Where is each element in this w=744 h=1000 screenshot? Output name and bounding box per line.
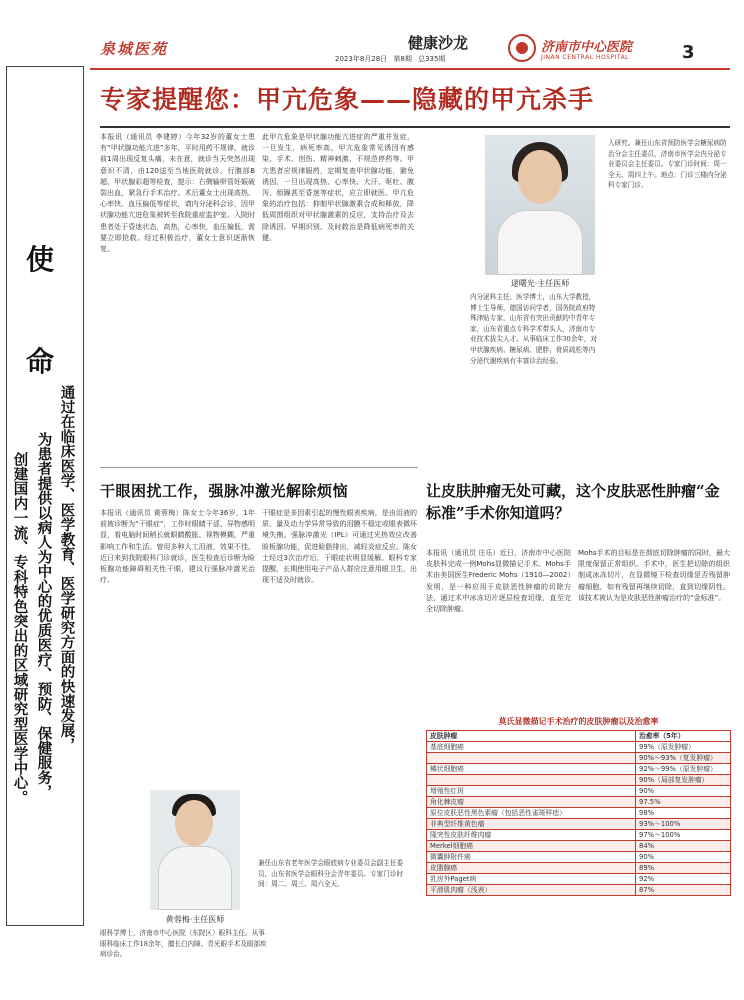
- rate-cell: 93%～100%: [636, 819, 731, 830]
- header-divider: [90, 68, 730, 70]
- rate-cell: 84%: [636, 841, 731, 852]
- table-header-cell: 皮肤肿瘤: [427, 731, 636, 742]
- cure-rate-table: [426, 730, 731, 896]
- table-row: [427, 775, 731, 786]
- doctor-photo-2-coat: [158, 846, 232, 910]
- title-divider: [100, 126, 730, 128]
- header-section-title: 泉城医苑: [100, 40, 169, 58]
- doctor-1-bio-continued: 入研究。兼任山东省预防医学会糖尿病防治分会主任委员，济南市医学会内分泌专业委员会主任委员。专家门诊时间：周一全天、周四上午。地点：门诊三楼内分泌科专家门诊。: [608, 139, 727, 190]
- article2-title: 干眼困扰工作，强脉冲激光解除烦恼: [100, 482, 349, 500]
- rate-cell: 97%～100%: [636, 830, 731, 841]
- rate-cell: 92%～99%（原发肿瘤）: [636, 764, 731, 775]
- tumor-cell: [427, 775, 636, 786]
- doctor-1-bio: 内分泌科主任，医学博士，山东大学教授，博士生导师，德国访问学者，国务院政府特殊津贴专家，山东省有突出贡献的中青年专家，山东省重点专科学术带头人，济南市专业技术拔尖人才。从事临床工作30余年，对甲状腺疾病、糖尿病、肥胖、骨质疏松等内分泌代谢疾病有丰富诊治经验。: [470, 293, 598, 365]
- table-row: [427, 885, 731, 896]
- rate-cell: 87%: [636, 885, 731, 896]
- table-header-cell: 治愈率（5年）: [636, 731, 731, 742]
- table-row: [427, 808, 731, 819]
- article3-column-1: 本报讯（通讯员 庄乐）近日，济南市中心医院皮肤科完成一例Mohs显微描记手术。Mohs手术由美国医生Frederic Mohs（1910—2002）发明，是一种应用于皮肤恶性肿瘤的切除方法，通过术中冰冻切片逐层检查切缘，直至完全切除肿瘤。: [426, 549, 571, 614]
- article2-divider: [100, 467, 418, 468]
- tumor-cell: 皮脂腺癌: [427, 863, 636, 874]
- rate-cell: 90%: [636, 852, 731, 863]
- mission-line-2: 为患者提供以病人为中心的优质医疗、预防、保健服务，: [35, 432, 53, 800]
- doctor-1-caption: 逯曙光·主任医师: [510, 279, 570, 288]
- hospital-name: 济南市中心医院: [541, 40, 633, 55]
- table-row: [427, 797, 731, 808]
- tumor-cell: 非典型纤维黄色瘤: [427, 819, 636, 830]
- rate-cell: 89%: [636, 863, 731, 874]
- table-row: [427, 753, 731, 764]
- hospital-name-en: JINAN CENTRAL HOSPITAL: [541, 54, 630, 61]
- tumor-cell: 隆突性皮肤纤维肉瘤: [427, 830, 636, 841]
- table-row: [427, 863, 731, 874]
- tumor-cell: 角化棘皮瘤: [427, 797, 636, 808]
- doctor-2-bio-continued: 兼任山东省老年医学会眼底病专业委员会副主任委员，山东省医学会眼科分会青年委员。专家门诊时间：周二、周三、周六全天。: [258, 859, 404, 889]
- table-row: [427, 742, 731, 753]
- mission-line-1: 通过在临床医学、医学教育、医学研究方面的快速发展，: [58, 385, 76, 753]
- tumor-cell: 基底细胞癌: [427, 742, 636, 753]
- mission-line-3: 创建国内一流、专科特色突出的区域研究型医学中心。: [11, 452, 29, 805]
- rate-cell: 98%: [636, 808, 731, 819]
- doctor-photo-1-face: [518, 150, 562, 204]
- article3-column-2: Mohs手术的目标是在彻底切除肿瘤的同时，最大限度保留正常组织。手术中，医生把切除的组织制成冰冻切片，在显微镜下检查切缘是否残留肿瘤细胞，如有残留再继续切除，直到切缘阴性。该技术被认为是皮肤恶性肿瘤治疗的“金标准”。: [578, 549, 730, 602]
- rate-cell: 99%（原发肿瘤）: [636, 742, 731, 753]
- rate-cell: 90%（局部复发肿瘤）: [636, 775, 731, 786]
- table-row: [427, 852, 731, 863]
- article2-column-1: 本报讯（通讯员 黄蓉梅）陈女士今年36岁，1年前被诊断为“干眼症”，工作时眼睛干涩、异物感明显，看电脑时间稍长就眼睛酸胀、视物模糊，严重影响工作和生活。曾用多种人工泪液，效果不佳。近日来到我院眼科门诊就诊，医生检查后诊断为睑板腺功能障碍相关性干眼，建议行强脉冲激光治疗。: [100, 509, 255, 585]
- mission-heading-char-1: 使: [26, 243, 55, 276]
- doctor-2-bio: 眼科学博士，济南市中心医院（东院区）眼科主任。从事眼科临床工作18余年，擅长白内障、青光眼手术及眼部疾病诊治。: [100, 929, 267, 959]
- tumor-cell: [427, 753, 636, 764]
- table-row: [427, 764, 731, 775]
- article1-column-2: 此甲亢危象是甲状腺功能亢进症的严重并发症，一旦发生，病死率高。甲亢危象常见诱因有感染、手术、创伤、精神刺激、不规范停药等。甲亢患者应规律服药，定期复查甲状腺功能，避免诱因，一旦出现高热、心率快、大汗、呕吐、腹泻、烦躁甚至昏迷等症状，应立即就医。甲亢危象的治疗包括：抑制甲状腺激素合成和释放，降低周围组织对甲状腺激素的反应，支持治疗及去除诱因。早期识别、及时救治是降低病死率的关键。: [262, 133, 414, 242]
- tumor-cell: 原位皮肤恶性黑色素瘤（包括恶性雀斑样痣）: [427, 808, 636, 819]
- tumor-cell: 微囊肿附件癌: [427, 852, 636, 863]
- article1-column-1: 本报讯（通讯员 李建婷）今年32岁的董女士患有“甲状腺功能亢进”多年，平时用药不规律，就诊前1周出现反复头痛，未在意，就诊当天突然出现意识不清，由120送至当地医院就诊，行腹部B超、甲状腺彩超等检查，提示：右侧输卵管妊娠破裂出血，紧急行手术治疗。术后董女士出现高热、心率快、血压偏低等症状，请内分泌科会诊，因甲状腺功能亢进危象被转至我院重症监护室。入院时患者处于昏迷状态，高热，心率快，血压偏低，需要立即抢救。经过积极治疗，董女士意识逐渐恢复。: [100, 133, 255, 254]
- table-row: [427, 874, 731, 885]
- rate-cell: 90%～93%（复发肿瘤）: [636, 753, 731, 764]
- tumor-cell: Merkel细胞癌: [427, 841, 636, 852]
- article3-title: 让皮肤肿瘤无处可藏，这个皮肤恶性肿瘤“金标准”手术你知道吗？: [426, 482, 720, 522]
- rate-cell: 90%: [636, 786, 731, 797]
- header-column-name: 健康沙龙: [408, 34, 469, 52]
- article2-column-2: 干眼症是多因素引起的慢性眼表疾病，是由泪液的质、量及动力学异常导致的泪膜不稳定或眼表微环境失衡。强脉冲激光（IPL）可通过光热效应改善睑板腺功能，促进睑脂排出，减轻炎症反应。陈女士经过3次治疗后，干眼症状明显缓解。眼科专家提醒，长期使用电子产品人群应注意用眼卫生，出现不适及时就诊。: [262, 509, 417, 585]
- tumor-cell: 鳞状细胞癌: [427, 764, 636, 775]
- table-row: [427, 830, 731, 841]
- mission-heading-char-2: 命: [26, 345, 55, 378]
- header-issue-meta: 2023年8月28日 第8期 总335期: [335, 55, 446, 63]
- page-number: 3: [682, 42, 695, 63]
- doctor-2-caption: 黄蓉梅·主任医师: [165, 915, 225, 924]
- tumor-cell: 增殖性红斑: [427, 786, 636, 797]
- doctor-photo-1-coat: [497, 210, 583, 275]
- table-row: [427, 786, 731, 797]
- tumor-cell: 平滑肌肉瘤（浅表）: [427, 885, 636, 896]
- article1-title: 专家提醒您：甲亢危象——隐藏的甲亢杀手: [100, 85, 595, 114]
- tumor-cell: 乳房外Paget病: [427, 874, 636, 885]
- hospital-logo-icon: [508, 34, 536, 62]
- rate-cell: 97.5%: [636, 797, 731, 808]
- doctor-photo-2-face: [175, 800, 213, 846]
- table-header-row: [427, 731, 731, 742]
- table-row: [427, 841, 731, 852]
- cure-rate-table-title: 莫氏显微描记手术治疗的皮肤肿瘤以及治愈率: [498, 717, 659, 726]
- table-row: [427, 819, 731, 830]
- rate-cell: 92%: [636, 874, 731, 885]
